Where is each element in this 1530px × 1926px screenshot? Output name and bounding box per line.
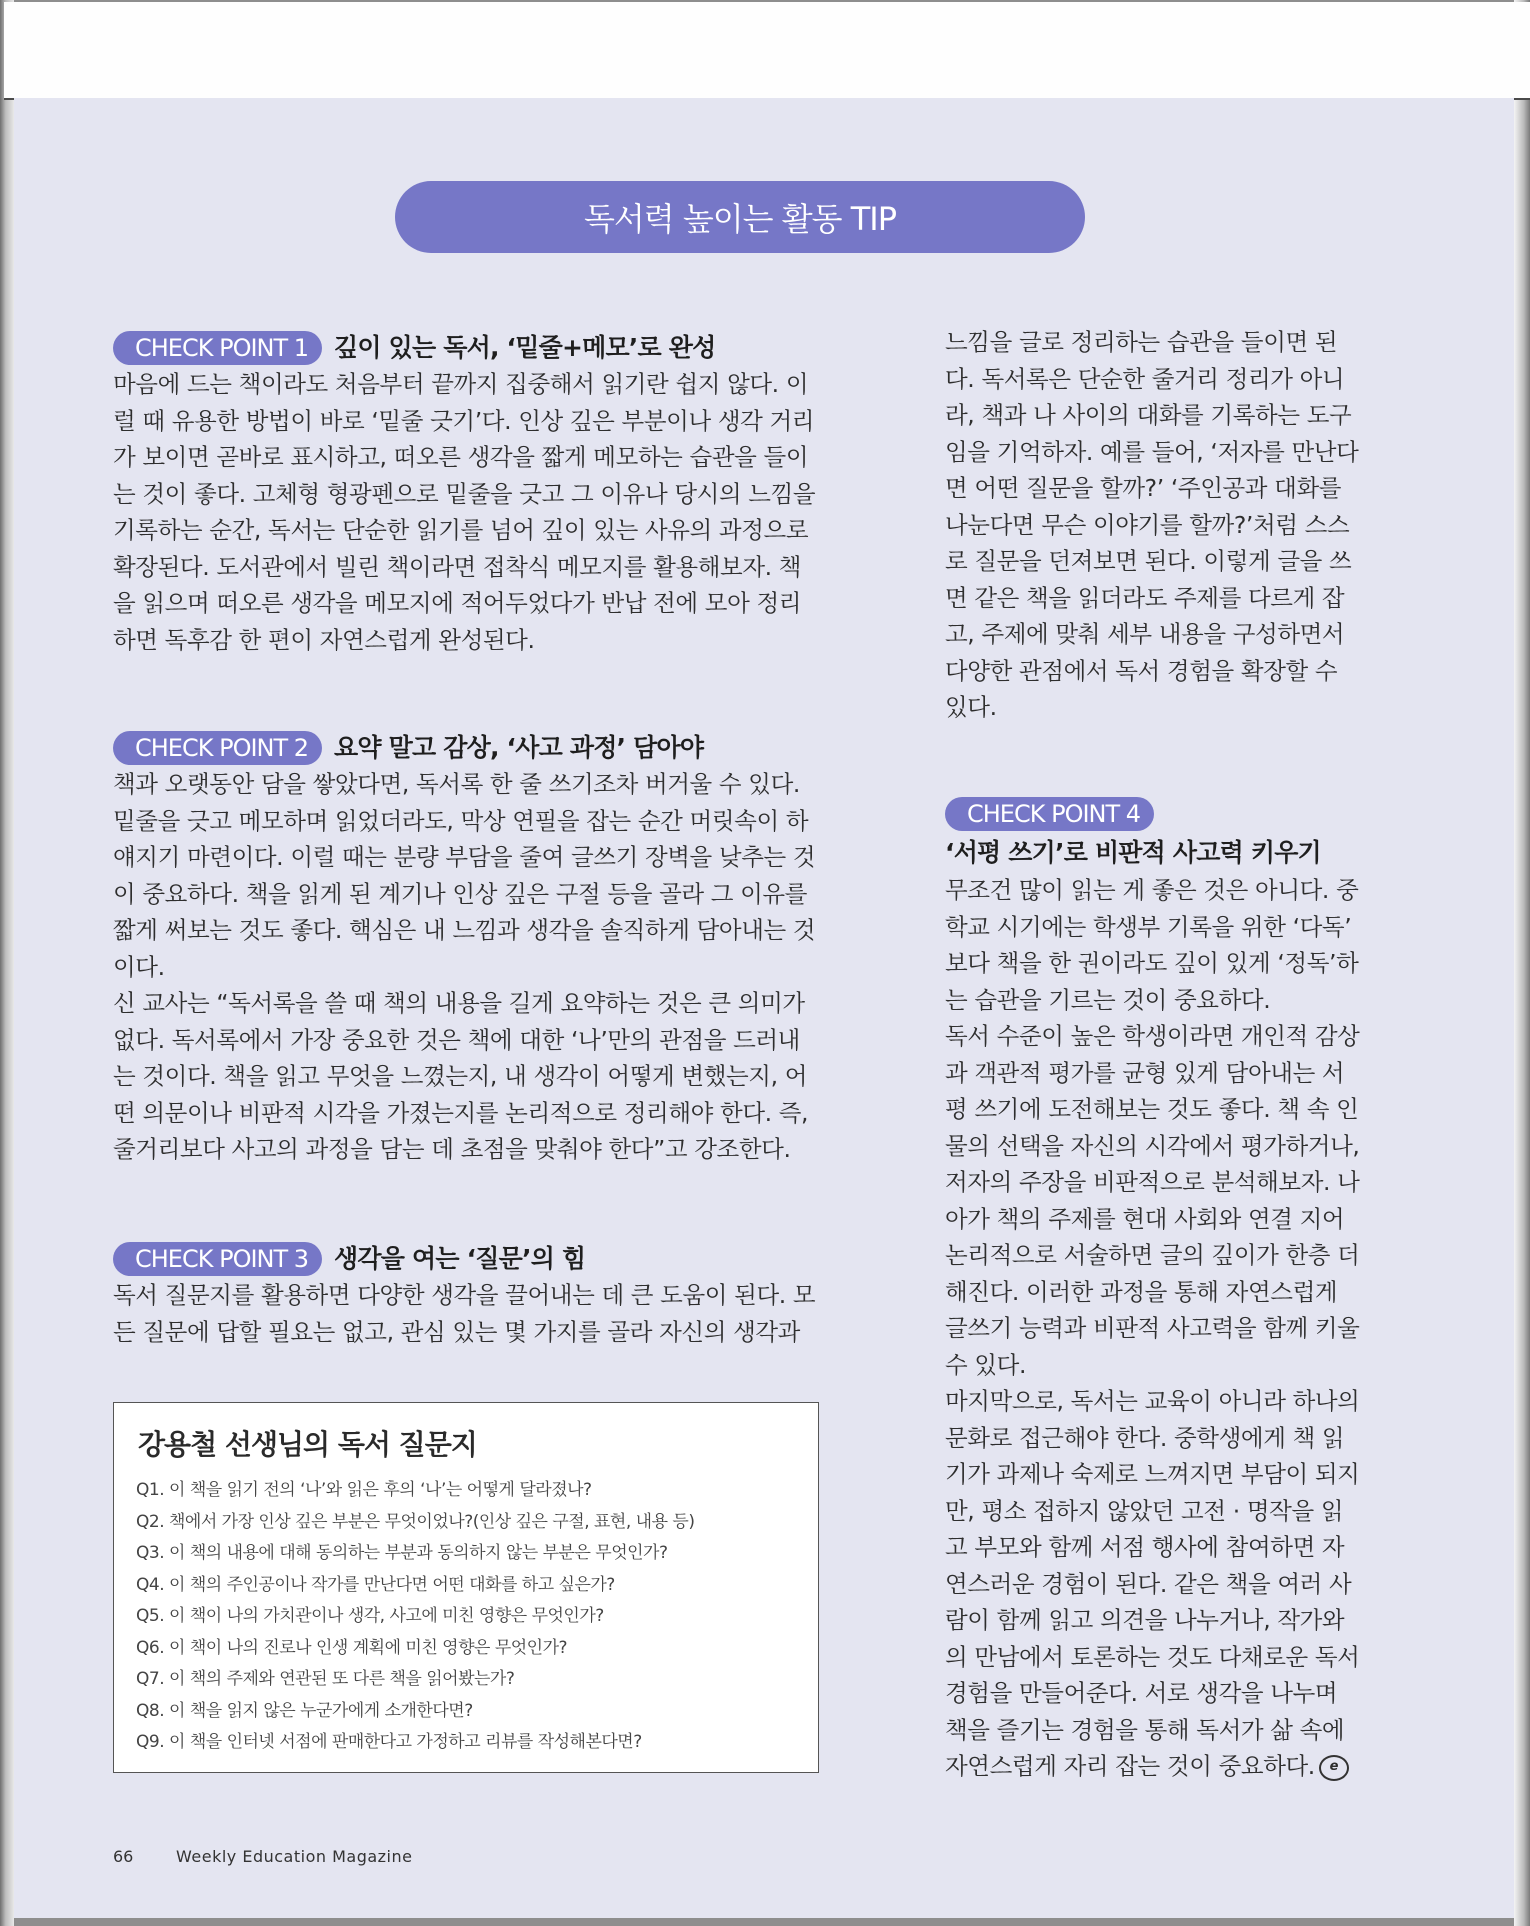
cp2-title: 요약 말고 감상, ‘사고 과정’ 담아야	[334, 732, 704, 762]
page-right-edge	[1514, 0, 1530, 1926]
cp4-line: 연스러운 경험이 된다. 같은 책을 여러 사	[945, 1569, 1352, 1598]
cp3-section	[113, 1241, 823, 1350]
cp2-section	[113, 730, 823, 1168]
cp2-heading	[113, 730, 823, 766]
cp4-heading	[945, 796, 1375, 832]
cp2-line: 떤 의문이나 비판적 시각을 가졌는지를 논리적으로 정리해야 한다. 즉,	[113, 1098, 809, 1127]
cp3-cont-line: 느낌을 글로 정리하는 습관을 들이면 된	[945, 328, 1338, 356]
cp4-line: 마지막으로, 독서는 교육이 아니라 하나의	[945, 1387, 1360, 1415]
cp2-line: 없다. 독서록에서 가장 중요한 것은 책에 대한 ‘나’만의 관점을 드러내	[113, 1025, 800, 1054]
cp4-line: 경험을 만들어준다. 서로 생각을 나누며	[945, 1679, 1338, 1707]
cp4-line: 무조건 많이 읽는 게 좋은 것은 아니다. 중	[945, 876, 1359, 904]
cp4-line: 독서 수준이 높은 학생이라면 개인적 감상	[945, 1022, 1360, 1050]
cp1-line: 가 보이면 곧바로 표시하고, 떠오른 생각을 짧게 메모하는 습관을 들이	[113, 443, 809, 471]
cp1-line: 하면 독후감 한 편이 자연스럽게 완성된다.	[113, 625, 535, 654]
cp4-line: 의 만남에서 토론하는 것도 다채로운 독서	[945, 1642, 1360, 1671]
cp1-badge: CHECK POINT 1	[113, 331, 322, 365]
question-item: Q2. 책에서 가장 인상 깊은 부분은 무엇이었나?(인상 깊은 구절, 표현, 내용 등)	[136, 1511, 695, 1532]
cp3-cont-line: 다. 독서록은 단순한 줄거리 정리가 아니	[945, 364, 1345, 393]
cp4-line: 학교 시기에는 학생부 기록을 위한 ‘다독’	[945, 912, 1352, 941]
question-item: Q7. 이 책의 주제와 연관된 또 다른 책을 읽어봤는가?	[136, 1669, 515, 1689]
cp3-line: 든 질문에 답할 필요는 없고, 관심 있는 몇 가지를 골라 자신의 생각과	[113, 1317, 800, 1346]
cp4-last-line	[945, 1748, 1375, 1785]
cp3-cont-line: 임을 기억하자. 예를 들어, ‘저자를 만난다	[945, 437, 1359, 466]
banner-title: 독서력 높이는 활동 TIP	[395, 181, 1085, 253]
cp4-title: ‘서평 쓰기’로 비판적 사고력 키우기	[945, 838, 1321, 867]
page-number: 66	[113, 1847, 134, 1866]
cp3-cont-line: 면 어떤 질문을 할까?’ ‘주인공과 대화를	[945, 474, 1342, 502]
cp2-badge: CHECK POINT 2	[113, 731, 322, 765]
cp2-line: 이 중요하다. 책을 읽게 된 계기나 인상 깊은 구절 등을 골라 그 이유를	[113, 879, 808, 908]
cp2-line: 신 교사는 “독서록을 쓸 때 책의 내용을 길게 요약하는 것은 큰 의미가	[113, 989, 805, 1017]
cp1-title: 깊이 있는 독서, ‘밑줄+메모’로 완성	[334, 332, 716, 362]
cp4-section	[945, 796, 1375, 1785]
question-item: Q9. 이 책을 인터넷 서점에 판매한다고 가정하고 리뷰를 작성해본다면?	[136, 1732, 642, 1752]
end-mark-logo-icon: e	[1319, 1755, 1349, 1781]
cp3-cont-line: 면 같은 책을 읽더라도 주제를 다르게 잡	[945, 583, 1345, 612]
page-left-edge	[0, 0, 14, 1926]
cp4-line: 자연스럽게 자리 잡는 것이 중요하다.	[945, 1752, 1315, 1780]
cp1-heading	[113, 330, 823, 366]
top-white-margin	[4, 2, 1530, 100]
cp3-continued	[945, 324, 1375, 726]
cp2-line: 짧게 써보는 것도 좋다. 핵심은 내 느낌과 생각을 솔직하게 담아내는 것	[113, 916, 816, 944]
cp1-line: 마음에 드는 책이라도 처음부터 끝까지 집중해서 읽기란 쉽지 않다. 이	[113, 370, 809, 398]
question-item: Q5. 이 책이 나의 가치관이나 생각, 사고에 미친 영향은 무엇인가?	[136, 1606, 604, 1626]
cp3-cont-line: 있다.	[945, 693, 997, 721]
cp1-line: 기록하는 순간, 독서는 단순한 읽기를 넘어 깊이 있는 사유의 과정으로	[113, 516, 809, 544]
cp1-line: 럴 때 유용한 방법이 바로 ‘밑줄 긋기’다. 인상 깊은 부분이나 생각 거리	[113, 406, 815, 435]
cp2-line: 줄거리보다 사고의 과정을 담는 데 초점을 맞춰야 한다”고 강조한다.	[113, 1135, 791, 1163]
cp3-heading	[113, 1241, 823, 1277]
publication-name: Weekly Education Magazine	[176, 1847, 413, 1866]
cp4-line: 저자의 주장을 비판적으로 분석해보자. 나	[945, 1168, 1360, 1196]
cp2-line: 는 것이다. 책을 읽고 무엇을 느꼈는지, 내 생각이 어떻게 변했는지, 어	[113, 1062, 808, 1090]
cp1-line: 확장된다. 도서관에서 빌린 책이라면 접착식 메모지를 활용해보자. 책	[113, 552, 802, 581]
cp4-line: 해진다. 이러한 과정을 통해 자연스럽게	[945, 1277, 1338, 1306]
questionnaire-box	[113, 1402, 819, 1773]
cp1-line: 는 것이 좋다. 고체형 형광펜으로 밑줄을 긋고 그 이유나 당시의 느낌을	[113, 479, 816, 508]
cp1-section	[113, 330, 823, 658]
cp3-line: 독서 질문지를 활용하면 다양한 생각을 끌어내는 데 큰 도움이 된다. 모	[113, 1281, 816, 1309]
cp2-line: 이다.	[113, 952, 165, 981]
cp3-cont-line: 나눈다면 무슨 이야기를 할까?’처럼 스스	[945, 510, 1350, 539]
cp4-line: 는 습관을 기르는 것이 중요하다.	[945, 985, 1271, 1014]
cp2-line: 밑줄을 긋고 메모하며 읽었더라도, 막상 연필을 잡는 순간 머릿속이 하	[113, 806, 809, 835]
cp3-cont-line: 로 질문을 던져보면 된다. 이렇게 글을 쓰	[945, 547, 1352, 575]
cp2-line: 얘지기 마련이다. 이럴 때는 분량 부담을 줄여 글쓰기 장벽을 낮추는 것	[113, 843, 816, 871]
cp4-line: 람이 함께 읽고 의견을 나누거나, 작가와	[945, 1606, 1345, 1634]
cp3-title: 생각을 여는 ‘질문’의 힘	[334, 1243, 586, 1273]
cp1-line: 을 읽으며 떠오른 생각을 메모지에 적어두었다가 반납 전에 모아 정리	[113, 589, 802, 617]
questionnaire-list	[136, 1475, 818, 1759]
cp3-badge: CHECK POINT 3	[113, 1242, 322, 1276]
cp3-cont-line: 고, 주제에 맞춰 세부 내용을 구성하면서	[945, 620, 1345, 648]
question-item: Q8. 이 책을 읽지 않은 누군가에게 소개한다면?	[136, 1700, 473, 1721]
cp4-line: 수 있다.	[945, 1350, 1027, 1379]
cp4-line: 과 객관적 평가를 균형 있게 담아내는 서	[945, 1058, 1345, 1087]
cp4-line: 고 부모와 함께 서점 행사에 참여하면 자	[945, 1533, 1345, 1561]
cp4-line: 평 쓰기에 도전해보는 것도 좋다. 책 속 인	[945, 1095, 1359, 1123]
cp4-line: 만, 평소 접하지 않았던 고전 · 명작을 읽	[945, 1496, 1344, 1525]
cp2-line: 책과 오랫동안 담을 쌓았다면, 독서록 한 줄 쓰기조차 버거울 수 있다.	[113, 770, 800, 798]
cp3-cont-line: 라, 책과 나 사이의 대화를 기록하는 도구	[945, 401, 1352, 429]
cp4-line: 보다 책을 한 권이라도 깊이 있게 ‘정독’하	[945, 949, 1359, 977]
question-item: Q4. 이 책의 주인공이나 작가를 만난다면 어떤 대화를 하고 싶은가?	[136, 1574, 615, 1595]
questionnaire-title: 강용철 선생님의 독서 질문지	[138, 1428, 477, 1461]
cp4-line: 논리적으로 서술하면 글의 깊이가 한층 더	[945, 1241, 1360, 1269]
question-item: Q3. 이 책의 내용에 대해 동의하는 부분과 동의하지 않는 부분은 무엇인가?	[136, 1543, 668, 1563]
cp4-line: 문화로 접근해야 한다. 중학생에게 책 읽	[945, 1423, 1345, 1452]
cp3-cont-line: 다양한 관점에서 독서 경험을 확장할 수	[945, 656, 1338, 685]
cp4-badge: CHECK POINT 4	[945, 797, 1154, 831]
cp4-line: 책을 즐기는 경험을 통해 독서가 삶 속에	[945, 1715, 1345, 1744]
cp4-line: 글쓰기 능력과 비판적 사고력을 함께 키울	[945, 1314, 1360, 1342]
cp4-line: 아가 책의 주제를 현대 사회와 연결 지어	[945, 1204, 1345, 1233]
question-item: Q6. 이 책이 나의 진로나 인생 계획에 미친 영향은 무엇인가?	[136, 1637, 568, 1658]
cp4-line: 물의 선택을 자신의 시각에서 평가하거나,	[945, 1131, 1360, 1160]
cp4-line: 기가 과제나 숙제로 느껴지면 부담이 되지	[945, 1460, 1360, 1488]
question-item: Q1. 이 책을 읽기 전의 ‘나’와 읽은 후의 ‘나’는 어떻게 달라졌나?	[136, 1480, 592, 1500]
